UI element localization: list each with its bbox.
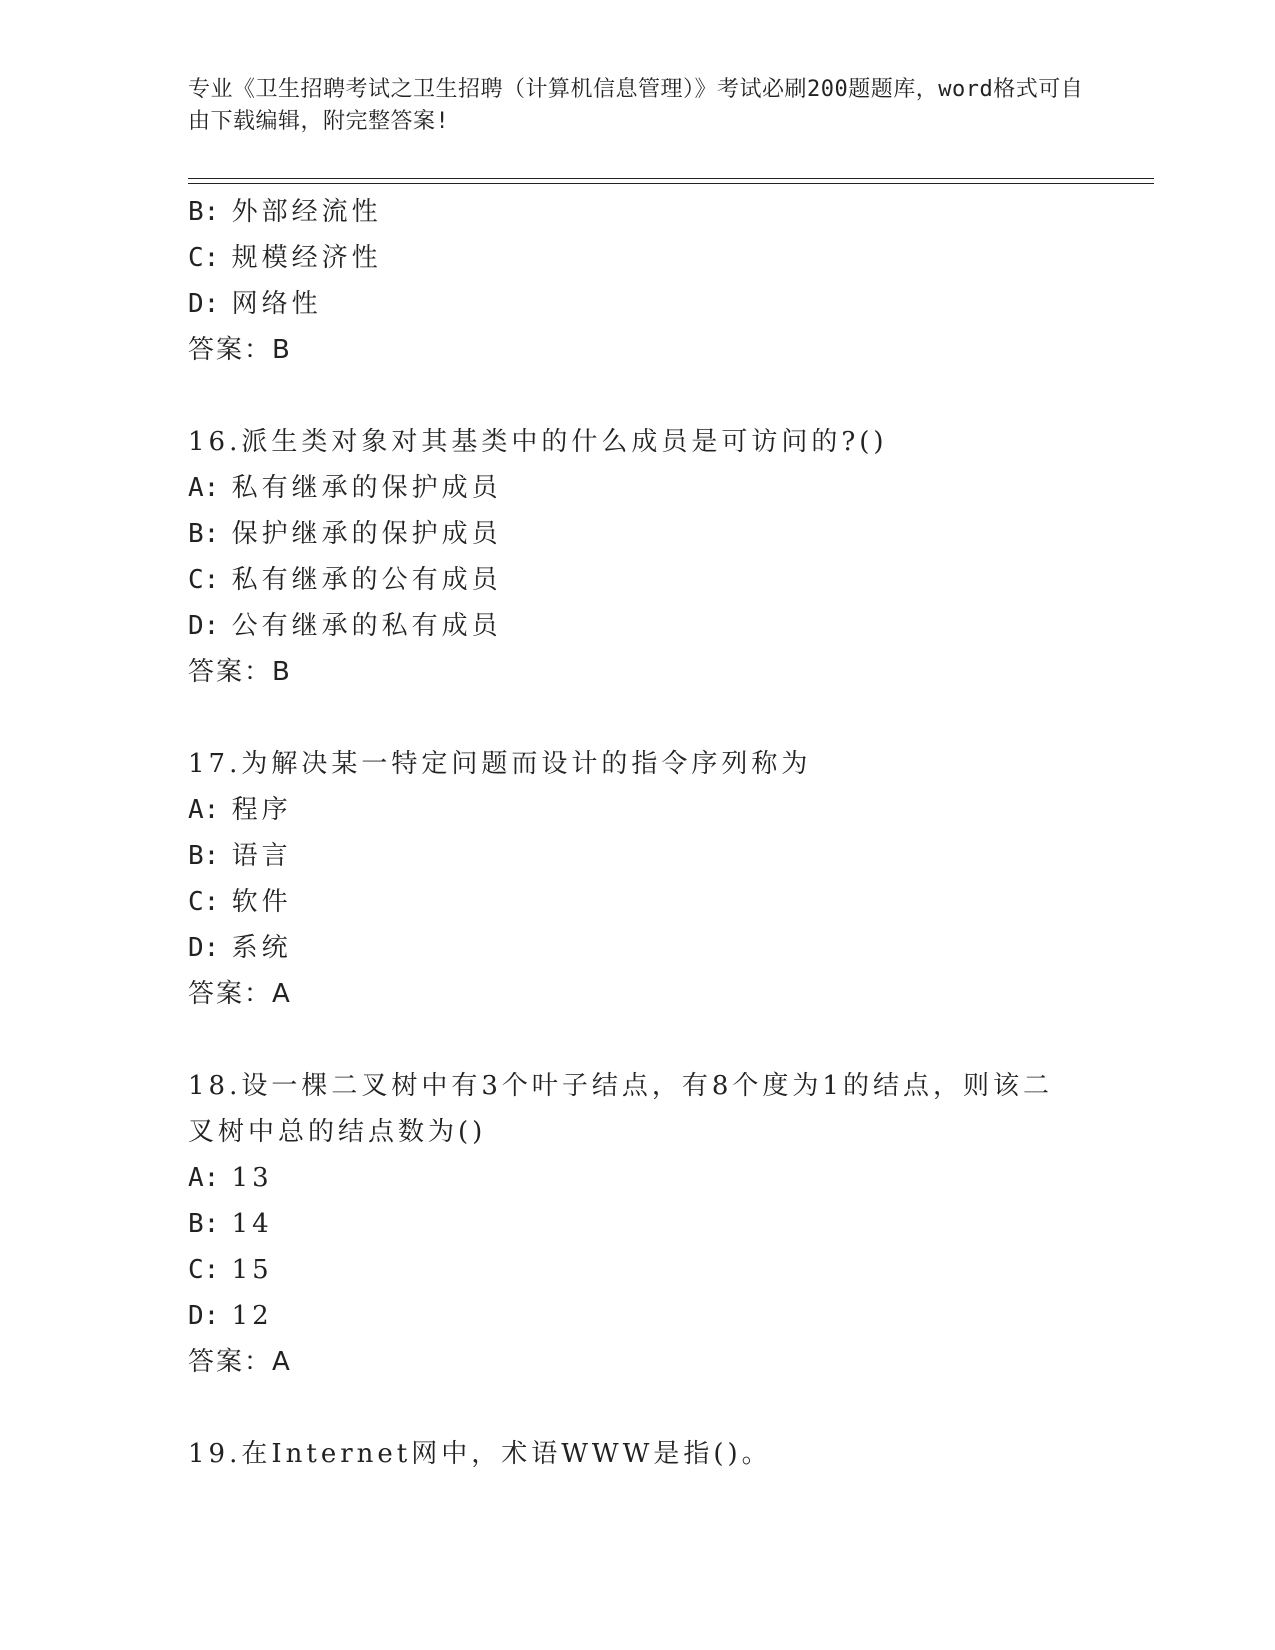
option-a: A: 程序 xyxy=(188,795,292,825)
document-title: 专业《卫生招聘考试之卫生招聘（计算机信息管理）》考试必刷200题题库，word格式可自由下载编辑，附完整答案! xyxy=(188,77,1084,134)
option-b: B: 保护继承的保护成员 xyxy=(188,519,502,549)
question-19 xyxy=(188,1431,1088,1477)
question-text: 17.为解决某一特定问题而设计的指令序列称为 xyxy=(188,749,812,779)
question-text: 16.派生类对象对其基类中的什么成员是可访问的?() xyxy=(188,427,888,457)
option-c: C: 规模经济性 xyxy=(188,243,382,273)
answer: 答案：A xyxy=(188,979,292,1009)
question-17 xyxy=(188,741,1088,1017)
question-15 xyxy=(188,189,1088,373)
option-a: A: 13 xyxy=(188,1163,273,1193)
option-d: D: 公有继承的私有成员 xyxy=(188,611,502,641)
question-list xyxy=(188,189,1088,1477)
answer: 答案：B xyxy=(188,335,292,365)
question-text: 18.设一棵二叉树中有3个叶子结点，有8个度为1的结点，则该二叉树中总的结点数为() xyxy=(188,1071,1053,1147)
option-c: C: 15 xyxy=(188,1255,273,1285)
question-16 xyxy=(188,419,1088,695)
option-b: B: 语言 xyxy=(188,841,292,871)
question-text: 19.在Internet网中，术语WWW是指()。 xyxy=(188,1439,772,1469)
option-b: B: 外部经流性 xyxy=(188,197,382,227)
answer: 答案：B xyxy=(188,657,292,687)
option-d: D: 12 xyxy=(188,1301,273,1331)
question-18 xyxy=(188,1063,1088,1385)
option-b: B: 14 xyxy=(188,1209,273,1239)
header-divider xyxy=(188,183,1154,184)
header-divider xyxy=(188,178,1154,179)
option-c: C: 软件 xyxy=(188,887,292,917)
document-header xyxy=(188,74,1088,138)
option-d: D: 网络性 xyxy=(188,289,322,319)
option-d: D: 系统 xyxy=(188,933,292,963)
option-a: A: 私有继承的保护成员 xyxy=(188,473,502,503)
option-c: C: 私有继承的公有成员 xyxy=(188,565,502,595)
answer: 答案：A xyxy=(188,1347,292,1377)
